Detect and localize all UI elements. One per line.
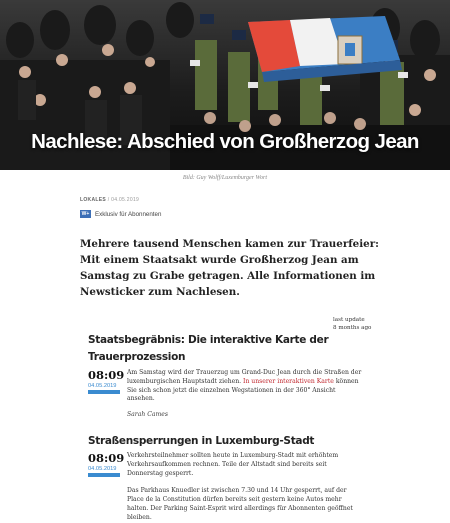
publish-date: 04.05.2019 — [111, 197, 140, 203]
article-title: Nachlese: Abschied von Großherzog Jean — [31, 130, 419, 153]
last-update — [333, 316, 393, 332]
section-link[interactable]: LOKALES — [80, 197, 106, 203]
ticker-entry-time — [88, 368, 125, 394]
exclusive-badge — [80, 209, 380, 219]
ticker-entry-time — [88, 451, 125, 477]
image-credit: Bild: Guy Wolff/Luxemburger Wort — [182, 175, 267, 181]
ticker-entry-body — [127, 369, 362, 420]
last-update-label: last update — [333, 317, 365, 323]
entry-date: 04.05.2019 — [88, 466, 117, 472]
entry-date: 04.05.2019 — [88, 383, 117, 389]
entry-author: Sarah Cames — [127, 411, 169, 419]
subscriber-icon: W+ — [81, 211, 90, 217]
entry-text: können Sie sich schon jetzt die einzelnen Wegstationen in der 360° Ansicht ansehen. — [127, 377, 359, 403]
entry-time-bar — [88, 473, 120, 477]
last-update-value: 8 months ago — [333, 325, 372, 331]
entry-time: 08:09 — [88, 368, 125, 382]
entry-paragraph: Verkehrsteilnehmer sollten heute in Luxemburg-Stadt mit erhöhtem Verkehrsaufkommen rechnen. Teile der Altstadt sind bereits seit Donnerstag gesperrt. — [127, 452, 339, 477]
ticker-entry-title[interactable]: Staatsbegräbnis: Die interaktive Karte der Trauerprozession — [88, 334, 329, 363]
exclusive-label: Exklusiv für Abonnenten — [95, 210, 162, 218]
interactive-map-link[interactable]: In unserer interaktiven Karte — [243, 377, 334, 385]
hero-image — [0, 0, 450, 170]
entry-paragraph: Das Parkhaus Knuedler ist zwischen 7.30 und 14 Uhr gesperrt, auf der Place de la Constitution dürfen bereits seit gestern keine Autos mehr halten. Der Parking Saint-Esprit wird allerdings für Abonnenten geöffnet bleiben. — [127, 487, 353, 521]
article-meta — [80, 197, 380, 219]
entry-text: Am Samstag wird der Trauerzug um Grand-Duc Jean durch die Straßen der luxemburgischen Hauptstadt ziehen. — [127, 369, 362, 385]
article-lead: Mehrere tausend Menschen kamen zur Trauerfeier: Mit einem Staatsakt wurde Großherzog Jean am Samstag zu Grabe getragen. Alle Informationen im Newsticker zum Nachlesen. — [80, 238, 379, 298]
meta-line — [80, 197, 380, 203]
meta-separator: / — [107, 197, 110, 203]
ticker-entry-title[interactable]: Straßensperrungen in Luxemburg-Stadt — [88, 435, 315, 447]
entry-time-bar — [88, 390, 120, 394]
ticker-entry-body — [127, 452, 362, 523]
entry-time: 08:09 — [88, 451, 125, 465]
